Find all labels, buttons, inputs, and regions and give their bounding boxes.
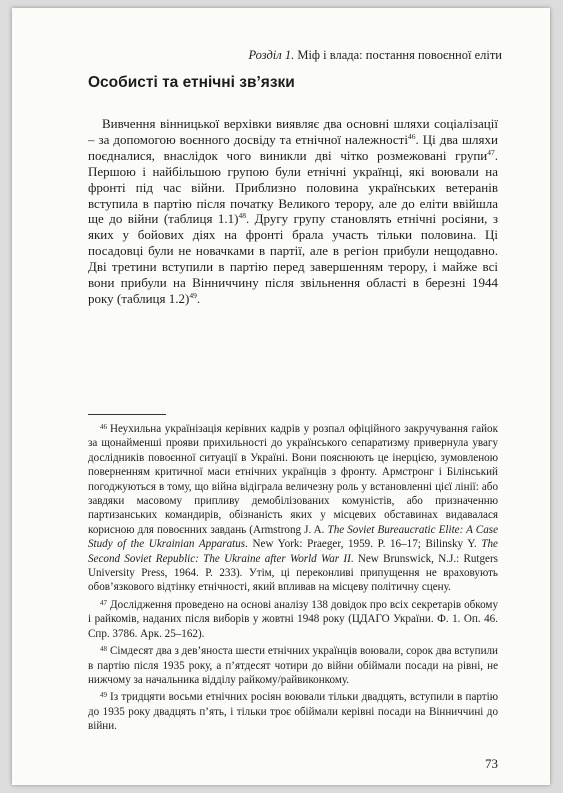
- footnote-book-title: The Second Soviet Republic: The Ukraine after World War II: [88, 538, 498, 565]
- body-text-2: . Ці два шляхи поєдналися, внаслідок чого виникли дві чітко розмежовані групи: [88, 131, 498, 163]
- section-title: Особисті та етнічні зв’язки: [88, 74, 295, 91]
- footnote-number: 48: [100, 645, 107, 654]
- footnote-separator: [88, 414, 166, 415]
- chapter-title: Міф і влада: постання повоєнної еліти: [294, 48, 502, 62]
- chapter-label: Розділ 1.: [248, 48, 295, 62]
- footnotes: [88, 420, 498, 735]
- body-text-4: . Другу групу становлять етнічні росіяни, з яких у бойових діях на фронті брала участь тільки половина. Ці посадовці були не новачками в партії, але в регіон прибули нещодавно. Дві третини вступили в партію перед завершенням терору, і майже всі вони прибули на Вінниччину після звільнення області в березні 1944 року (таблиця 1.2): [88, 211, 498, 306]
- footnote-48: [88, 642, 498, 687]
- body-text-5: .: [196, 290, 201, 306]
- footnote-ref-46: 46: [407, 131, 416, 141]
- footnote-text: Із тридцяти восьми етнічних росіян воювали тільки двадцять, вступили в партію до 1935 року двадцять п’ять, і тільки троє обіймали керівні посади на Вінниччині до війни.: [88, 691, 498, 733]
- footnote-ref-47: 47: [487, 147, 495, 157]
- footnote-book-title: The Soviet Bureaucratic Elite: A Case Study of the Ukrainian Apparatus: [88, 523, 498, 551]
- running-header: [248, 48, 502, 63]
- footnote-text: Сімдесят два з дев’яноста шести етнічних українців воювали, сорок два вступили в партію після 1935 року, а п’ятдесят чотири до війни обіймали посади на рівні, не нижчому за начальника відділу райкому/райвиконкому.: [88, 645, 498, 686]
- footnote-47: [88, 596, 498, 641]
- footnote-ref-48: 48: [238, 211, 246, 221]
- footnote-text: Неухильна українізація керівних кадрів у розпал офіційного закручування гайок за щонайменші прояви прихильності до українського сепаратизму привернула увагу дослідників повоєнної ситуації в Україні. Вони пояснюють це інерцією, зумовленою поверненням критичної маси етнічних українців з фронту. Армстронг і Білінський погоджуються в тому, що війна відіграла величезну роль у встановленні цієї лінії: або завдяки масовому припливу демобілізованих комуністів, або призначенню партизанських командирів, обізнаність яких у місцевих обставинах видавалася корисною для повоєнних завдань (Armstrong J. A.: [88, 423, 498, 536]
- page-number: 73: [485, 756, 498, 771]
- body-text-3: . Першою і найбільшою групою були етнічні українці, які воювали на фронті під час війни. Приблизно половина українських ветеранів вступила в партію після початку Великого терору, але до еліти ввійшла ще до війни (таблиця 1.1): [88, 147, 498, 227]
- footnote-46: [88, 420, 498, 595]
- footnote-49: [88, 688, 498, 733]
- body-text-1: Вивчення вінницької верхівки виявляє два основні шляхи соціалізації – за допомогою воєнного досвіду та етнічної належності: [88, 116, 498, 147]
- body-paragraph: [88, 116, 498, 307]
- footnote-number: 49: [100, 691, 107, 700]
- footnote-text: . New Brunswick, N.J.: Rutgers University Press, 1964. P. 233). Утім, ці переконливі припущення не враховують обов’язкового відтінку етнічності, який впливав на місцеву політичну сцену.: [88, 552, 498, 594]
- footnote-number: 46: [100, 423, 107, 431]
- book-page: [12, 8, 550, 785]
- footnote-text: Дослідження проведено на основі аналізу 138 довідок про всіх секретарів обкому і райкомів, наданих після виборів у жовтні 1948 року (ЦДАГО України. Ф. 1. Оп. 46. Спр. 3786. Арк. 25–162).: [88, 598, 498, 640]
- footnote-number: 47: [100, 598, 107, 607]
- footnote-text: . New York: Praeger, 1959. P. 16–17; Bilinsky Y.: [245, 538, 482, 551]
- footnote-ref-49: 49: [189, 290, 197, 300]
